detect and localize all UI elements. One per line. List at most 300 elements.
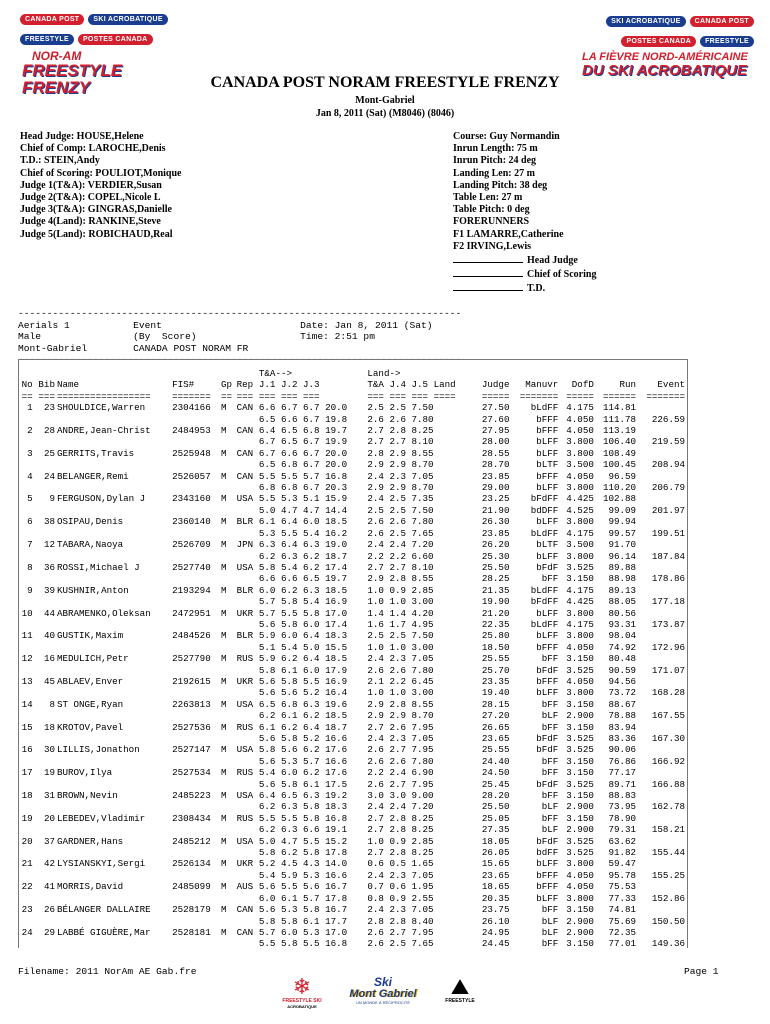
nation: CAN bbox=[236, 470, 254, 482]
bib bbox=[34, 414, 56, 425]
athlete-name bbox=[56, 436, 171, 447]
ta-scores: 5.8 5.4 6.2 17.4 bbox=[258, 561, 348, 573]
athlete-name: LYSIANSKYI,Sergi bbox=[56, 858, 146, 870]
degree-of-difficulty: 3.800 bbox=[566, 607, 594, 619]
nation: USA bbox=[236, 790, 254, 802]
fis-number: 2308434 bbox=[172, 812, 211, 824]
event-header: ----------------------------------------------------------------------------- Aerials 1 Event Date: Jan 8, 2011 (Sat) Male (By Score) Time: 2:51 pm Mont-Gabriel CANADA POST NORAM FR ----------------------------------------------------------------------------- bbox=[18, 308, 462, 365]
bib: 37 bbox=[43, 835, 55, 847]
judge-total: 27.60 bbox=[481, 413, 510, 425]
fis-number bbox=[171, 824, 220, 835]
maneuver: bFdF bbox=[536, 733, 559, 744]
maneuver: bFFF bbox=[536, 470, 559, 482]
athlete-name: GUSTIK,Maxim bbox=[56, 630, 124, 642]
land-scores: 1.0 1.0 3.00 bbox=[367, 596, 434, 608]
official-judge-4: Judge 4(Land): RANKINE,Steve bbox=[20, 216, 161, 228]
table-row bbox=[18, 608, 686, 619]
table-row bbox=[18, 722, 686, 733]
land-scores: 2.7 2.7 8.10 bbox=[367, 561, 434, 573]
page-title: CANADA POST NORAM FREESTYLE FRENZY bbox=[210, 74, 560, 91]
run-score: 91.82 bbox=[608, 847, 637, 859]
fis-number bbox=[171, 710, 220, 721]
rank: 10 bbox=[21, 607, 33, 619]
left-badge-postes-canada: POSTES CANADA bbox=[78, 34, 153, 45]
nation: RUS bbox=[236, 767, 254, 779]
table-row bbox=[18, 916, 686, 927]
fis-number: 2304166 bbox=[172, 402, 211, 414]
fis-number: 2484953 bbox=[172, 425, 211, 437]
fis-number: 2485099 bbox=[172, 881, 211, 893]
land-group-label: Land-> bbox=[367, 368, 401, 379]
left-badge-canada-post: CANADA POST bbox=[20, 14, 84, 25]
maneuver: bLdFF bbox=[530, 527, 559, 539]
degree-of-difficulty: 3.150 bbox=[566, 573, 594, 585]
athlete-name: SHOULDICE,Warren bbox=[56, 402, 146, 414]
nation: BLR bbox=[236, 516, 254, 528]
bib bbox=[34, 733, 56, 744]
rank bbox=[18, 551, 34, 562]
degree-of-difficulty: 3.150 bbox=[566, 790, 594, 802]
event-score bbox=[637, 699, 686, 710]
col-ta-judges: J.1 J.2 J.3 bbox=[258, 379, 320, 391]
rank bbox=[18, 824, 34, 835]
event-score bbox=[637, 767, 686, 778]
athlete-name bbox=[56, 528, 171, 539]
run-score: 73.95 bbox=[608, 801, 637, 813]
official-judge-1: Judge 1(T&A): VERDIER,Susan bbox=[20, 179, 162, 191]
nation bbox=[236, 528, 258, 539]
group bbox=[220, 733, 236, 744]
event-score bbox=[637, 585, 686, 596]
group: M bbox=[220, 402, 227, 414]
run-score: 108.49 bbox=[602, 447, 637, 459]
degree-of-difficulty: 3.150 bbox=[566, 755, 594, 767]
degree-of-difficulty: 4.050 bbox=[566, 641, 594, 653]
land-scores: 2.4 2.3 7.05 bbox=[367, 733, 434, 744]
fis-number bbox=[171, 916, 220, 927]
land-scores: 2.2 2.2 6.60 bbox=[367, 550, 434, 562]
fis-number: 2525948 bbox=[172, 447, 211, 459]
rank bbox=[18, 596, 34, 607]
rank bbox=[18, 528, 34, 539]
degree-of-difficulty: 3.525 bbox=[566, 835, 594, 847]
rank: 5 bbox=[27, 493, 33, 505]
land-scores: 2.7 2.6 7.95 bbox=[367, 721, 434, 733]
fis-number bbox=[171, 642, 220, 653]
table-row bbox=[18, 699, 686, 710]
group bbox=[220, 573, 236, 584]
event-score bbox=[637, 448, 686, 459]
fis-number: 2484526 bbox=[172, 630, 211, 642]
event-score bbox=[637, 493, 686, 504]
ta-scores: 5.3 5.5 5.4 16.2 bbox=[258, 527, 348, 539]
forerunners-heading: FORERUNNERS bbox=[453, 216, 530, 228]
bib: 39 bbox=[43, 584, 55, 596]
fis-number bbox=[171, 779, 220, 790]
run-score: 77.01 bbox=[608, 938, 637, 950]
event-score: 155.25 bbox=[651, 869, 685, 881]
fis-number: 2343160 bbox=[172, 493, 211, 505]
nation bbox=[236, 687, 258, 698]
run-score: 88.83 bbox=[608, 790, 637, 802]
athlete-name bbox=[56, 710, 171, 721]
run-score: 79.31 bbox=[608, 824, 637, 836]
bib bbox=[34, 505, 56, 516]
run-score: 88.67 bbox=[608, 698, 637, 710]
right-logo bbox=[582, 10, 754, 78]
bib bbox=[34, 642, 56, 653]
nation: USA bbox=[236, 744, 254, 756]
group bbox=[220, 847, 236, 858]
table-row bbox=[18, 630, 686, 641]
results-table bbox=[18, 368, 686, 950]
table-pitch: Table Pitch: 0 deg bbox=[453, 204, 530, 216]
signature-line bbox=[453, 253, 523, 263]
degree-of-difficulty: 3.500 bbox=[566, 539, 594, 551]
event-score: 201.97 bbox=[651, 504, 685, 516]
ta-scores: 6.2 6.1 6.2 18.5 bbox=[258, 710, 348, 722]
nation: USA bbox=[236, 493, 254, 505]
event-score: 162.78 bbox=[651, 801, 685, 813]
group: M bbox=[220, 675, 227, 687]
right-badge-postes-canada: POSTES CANADA bbox=[621, 36, 696, 47]
bib bbox=[34, 596, 56, 607]
degree-of-difficulty: 3.525 bbox=[566, 733, 594, 744]
judge-total: 23.65 bbox=[481, 869, 510, 881]
rank: 9 bbox=[27, 584, 33, 596]
land-scores: 1.0 1.0 3.00 bbox=[367, 687, 434, 699]
ta-scores: 5.6 5.5 5.6 16.7 bbox=[258, 881, 348, 893]
athlete-name bbox=[56, 733, 171, 744]
degree-of-difficulty: 3.525 bbox=[566, 744, 594, 756]
event-score: 177.18 bbox=[651, 596, 685, 608]
degree-of-difficulty: 3.150 bbox=[566, 904, 594, 916]
maneuver: bFdF bbox=[536, 744, 559, 756]
event-score: 219.59 bbox=[651, 436, 685, 448]
ta-scores: 6.2 6.3 6.6 19.1 bbox=[258, 824, 348, 836]
athlete-name: KROTOV,Pavel bbox=[56, 721, 124, 733]
event-score bbox=[637, 744, 686, 755]
maneuver: bLdFF bbox=[530, 402, 559, 414]
table-row bbox=[18, 562, 686, 573]
rank: 11 bbox=[21, 630, 33, 642]
group bbox=[220, 938, 236, 949]
event-score bbox=[637, 653, 686, 664]
group: M bbox=[220, 447, 227, 459]
degree-of-difficulty: 4.175 bbox=[566, 618, 594, 630]
bib: 25 bbox=[43, 447, 55, 459]
land-scores: 2.6 2.7 7.95 bbox=[367, 778, 434, 790]
nation bbox=[236, 938, 258, 949]
rank: 20 bbox=[21, 835, 33, 847]
land-scores: 2.7 2.8 8.25 bbox=[367, 812, 434, 824]
land-scores: 2.4 2.3 7.05 bbox=[367, 869, 434, 881]
judge-total: 18.05 bbox=[481, 835, 510, 847]
ta-scores: 5.7 5.5 5.8 17.0 bbox=[258, 607, 348, 619]
ta-scores: 6.4 6.5 6.3 19.2 bbox=[258, 790, 348, 802]
table-row bbox=[18, 425, 686, 436]
bib: 19 bbox=[43, 767, 55, 779]
rank bbox=[18, 573, 34, 584]
judge-total: 29.00 bbox=[481, 482, 510, 494]
bib: 42 bbox=[43, 858, 55, 870]
land-scores: 2.8 2.9 8.55 bbox=[367, 447, 434, 459]
degree-of-difficulty: 3.150 bbox=[566, 938, 594, 950]
nation: CAN bbox=[236, 402, 254, 414]
judge-total: 19.90 bbox=[481, 596, 510, 608]
run-score: 90.59 bbox=[608, 664, 637, 676]
event-score bbox=[637, 539, 686, 550]
athlete-name bbox=[56, 916, 171, 927]
freestyle-ski-logo: ❄ FREESTYLE SKI ACROBATIQUE bbox=[280, 976, 324, 1009]
fis-number bbox=[171, 733, 220, 744]
degree-of-difficulty: 2.900 bbox=[566, 926, 594, 938]
nation: USA bbox=[236, 561, 254, 573]
fis-number bbox=[171, 619, 220, 630]
athlete-name bbox=[56, 938, 171, 949]
rank bbox=[18, 801, 34, 812]
fis-number: 2528179 bbox=[172, 904, 211, 916]
rank: 4 bbox=[27, 470, 33, 482]
degree-of-difficulty: 2.900 bbox=[566, 915, 594, 927]
ta-scores: 6.5 6.8 6.7 20.0 bbox=[258, 459, 348, 471]
rank: 21 bbox=[21, 858, 33, 870]
col-rep: Rep bbox=[236, 379, 254, 391]
judge-total: 24.95 bbox=[481, 926, 510, 938]
land-scores: 2.4 2.3 7.05 bbox=[367, 653, 434, 665]
nation: USA bbox=[236, 835, 254, 847]
table-row bbox=[18, 858, 686, 869]
judge-total: 21.20 bbox=[481, 607, 510, 619]
fis-number bbox=[171, 756, 220, 767]
bib: 18 bbox=[43, 721, 55, 733]
judge-total: 27.95 bbox=[481, 425, 510, 437]
maneuver: bFFF bbox=[536, 413, 559, 425]
judge-total: 25.55 bbox=[481, 653, 510, 665]
maneuver: bLFF bbox=[536, 516, 559, 528]
maneuver: bLFF bbox=[536, 482, 559, 494]
run-score: 99.57 bbox=[608, 527, 637, 539]
land-scores: 2.6 2.7 7.95 bbox=[367, 744, 434, 756]
fis-number: 2527790 bbox=[172, 653, 211, 665]
run-score: 78.88 bbox=[608, 710, 637, 722]
fis-number: 2526134 bbox=[172, 858, 211, 870]
nation: RUS bbox=[236, 812, 254, 824]
bib: 16 bbox=[43, 653, 55, 665]
ta-scores: 6.1 6.2 6.4 18.7 bbox=[258, 721, 348, 733]
maneuver: bLdFF bbox=[530, 618, 559, 630]
run-score: 88.98 bbox=[608, 573, 637, 585]
ta-scores: 5.6 5.8 6.1 17.5 bbox=[258, 778, 348, 790]
athlete-name bbox=[56, 687, 171, 698]
athlete-name: LEBEDEV,Vladimir bbox=[56, 812, 146, 824]
athlete-name: BROWN,Nevin bbox=[56, 790, 118, 802]
run-score: 98.04 bbox=[608, 630, 637, 642]
landing-len: Landing Len: 27 m bbox=[453, 167, 535, 179]
run-score: 75.69 bbox=[608, 915, 637, 927]
degree-of-difficulty: 2.900 bbox=[566, 710, 594, 722]
right-fievre-small: LA FIÈVRE NORD-AMÉRICAINE bbox=[582, 51, 748, 63]
degree-of-difficulty: 3.150 bbox=[566, 812, 594, 824]
degree-of-difficulty: 4.425 bbox=[566, 493, 594, 505]
rank bbox=[18, 756, 34, 767]
rank: 1 bbox=[27, 402, 33, 414]
left-badge-freestyle: FREESTYLE bbox=[20, 34, 74, 45]
degree-of-difficulty: 3.150 bbox=[566, 698, 594, 710]
judge-total: 23.75 bbox=[481, 904, 510, 916]
table-row bbox=[18, 528, 686, 539]
ta-scores: 6.5 6.6 6.7 19.8 bbox=[258, 413, 348, 425]
table-row bbox=[18, 551, 686, 562]
rank bbox=[18, 414, 34, 425]
ta-scores: 5.4 6.0 6.2 17.6 bbox=[258, 767, 348, 779]
bib: 28 bbox=[43, 425, 55, 437]
judge-total: 28.20 bbox=[481, 790, 510, 802]
ta-scores: 6.0 6.2 6.3 18.5 bbox=[258, 584, 348, 596]
nation bbox=[236, 414, 258, 425]
table-row bbox=[18, 585, 686, 596]
table-row bbox=[18, 893, 686, 904]
group: M bbox=[220, 516, 227, 528]
bib bbox=[34, 710, 56, 721]
athlete-name: ABRAMENKO,Oleksan bbox=[56, 607, 151, 619]
land-scores: 2.7 2.7 8.10 bbox=[367, 436, 434, 448]
run-score: 102.88 bbox=[602, 493, 637, 505]
table-row bbox=[18, 676, 686, 687]
athlete-name: MORRIS,David bbox=[56, 881, 124, 893]
nation bbox=[236, 847, 258, 858]
signature-line bbox=[453, 281, 523, 291]
ta-scores: 6.6 6.6 6.5 19.7 bbox=[258, 573, 348, 585]
degree-of-difficulty: 3.525 bbox=[566, 778, 594, 790]
bib bbox=[34, 916, 56, 927]
ta-scores: 5.8 6.1 6.0 17.9 bbox=[258, 664, 348, 676]
athlete-name: BELANGER,Remi bbox=[56, 470, 129, 482]
table-row bbox=[18, 402, 686, 413]
group: M bbox=[220, 835, 227, 847]
athlete-name: ST ONGE,Ryan bbox=[56, 698, 124, 710]
group: M bbox=[220, 470, 227, 482]
athlete-name bbox=[56, 893, 171, 904]
event-score: 150.50 bbox=[651, 915, 685, 927]
ta-scores: 5.6 5.8 6.0 17.4 bbox=[258, 618, 348, 630]
maneuver: bFdF bbox=[536, 835, 559, 847]
judge-total: 25.80 bbox=[481, 630, 510, 642]
ta-scores: 5.2 4.5 4.3 14.0 bbox=[258, 858, 348, 870]
run-score: 89.88 bbox=[608, 561, 637, 573]
group: M bbox=[220, 561, 227, 573]
bib: 23 bbox=[43, 402, 55, 414]
rank bbox=[18, 642, 34, 653]
table-row bbox=[18, 779, 686, 790]
rank: 13 bbox=[21, 675, 33, 687]
run-score: 106.40 bbox=[602, 436, 637, 448]
athlete-name bbox=[56, 505, 171, 516]
table-row bbox=[18, 938, 686, 949]
group: M bbox=[220, 881, 227, 893]
table-row bbox=[18, 505, 686, 516]
ta-scores: 5.0 4.7 5.5 15.2 bbox=[258, 835, 348, 847]
athlete-name bbox=[56, 824, 171, 835]
group: M bbox=[220, 607, 227, 619]
nation bbox=[236, 551, 258, 562]
group bbox=[220, 824, 236, 835]
event-score bbox=[637, 608, 686, 619]
judge-total: 27.50 bbox=[481, 402, 510, 414]
table-row bbox=[18, 710, 686, 721]
ta-scores: 5.9 6.2 6.4 18.5 bbox=[258, 653, 348, 665]
land-scores: 2.6 2.5 7.65 bbox=[367, 527, 434, 539]
run-score: 94.56 bbox=[608, 675, 637, 687]
land-scores: 2.6 2.6 7.80 bbox=[367, 755, 434, 767]
rank bbox=[18, 938, 34, 949]
bib: 41 bbox=[43, 881, 55, 893]
nation bbox=[236, 459, 258, 470]
officials-list bbox=[20, 131, 181, 241]
fis-number bbox=[171, 847, 220, 858]
maneuver: bLFF bbox=[536, 447, 559, 459]
group bbox=[220, 459, 236, 470]
table-row bbox=[18, 493, 686, 504]
skier-icon: ⛰ bbox=[450, 974, 470, 999]
fis-number bbox=[171, 505, 220, 516]
land-scores: 2.4 2.3 7.05 bbox=[367, 470, 434, 482]
athlete-name bbox=[56, 414, 171, 425]
bib: 24 bbox=[43, 470, 55, 482]
table-row bbox=[18, 448, 686, 459]
degree-of-difficulty: 4.175 bbox=[566, 527, 594, 539]
maneuver: bFF bbox=[541, 698, 559, 710]
col-land: T&A J.4 J.5 Land bbox=[367, 379, 456, 391]
course-name: Course: Guy Normandin bbox=[453, 131, 560, 142]
land-scores: 2.9 2.8 8.55 bbox=[367, 698, 434, 710]
forerunner-1: F1 LAMARRE,Catherine bbox=[453, 228, 564, 240]
rank: 17 bbox=[21, 767, 33, 779]
land-scores: 2.9 2.9 8.70 bbox=[367, 482, 434, 494]
rank: 2 bbox=[27, 425, 33, 437]
maneuver: bLF bbox=[541, 801, 559, 813]
ta-scores: 5.8 5.8 6.1 17.7 bbox=[258, 915, 348, 927]
fis-number: 2528181 bbox=[172, 926, 211, 938]
land-scores: 2.7 2.8 8.25 bbox=[367, 847, 434, 859]
col-dofd: DofD bbox=[571, 379, 594, 391]
run-score: 74.92 bbox=[608, 641, 637, 653]
ta-scores: 6.3 6.4 6.3 19.0 bbox=[258, 539, 348, 551]
table-len: Table Len: 27 m bbox=[453, 192, 523, 204]
date-line: Jan 8, 2011 (Sat) (M8046) (8046) bbox=[315, 108, 455, 119]
land-scores: 1.4 1.4 4.20 bbox=[367, 607, 434, 619]
nation bbox=[236, 573, 258, 584]
degree-of-difficulty: 4.050 bbox=[566, 413, 594, 425]
venue: Mont-Gabriel bbox=[355, 95, 415, 106]
athlete-name: TABARA,Naoya bbox=[56, 539, 124, 551]
group: M bbox=[220, 721, 227, 733]
bib bbox=[34, 482, 56, 493]
event-score bbox=[637, 630, 686, 641]
event-score bbox=[637, 927, 686, 938]
signature-td: T.D. bbox=[453, 281, 596, 295]
maneuver: bFF bbox=[541, 755, 559, 767]
run-score: 77.33 bbox=[608, 892, 637, 904]
rank: 19 bbox=[21, 812, 33, 824]
event-score: 172.96 bbox=[651, 641, 685, 653]
fis-number bbox=[171, 665, 220, 676]
land-scores: 2.2 2.4 6.90 bbox=[367, 767, 434, 779]
nation: AUS bbox=[236, 881, 254, 893]
group: M bbox=[220, 630, 227, 642]
event-score: 168.28 bbox=[651, 687, 685, 699]
group bbox=[220, 436, 236, 447]
